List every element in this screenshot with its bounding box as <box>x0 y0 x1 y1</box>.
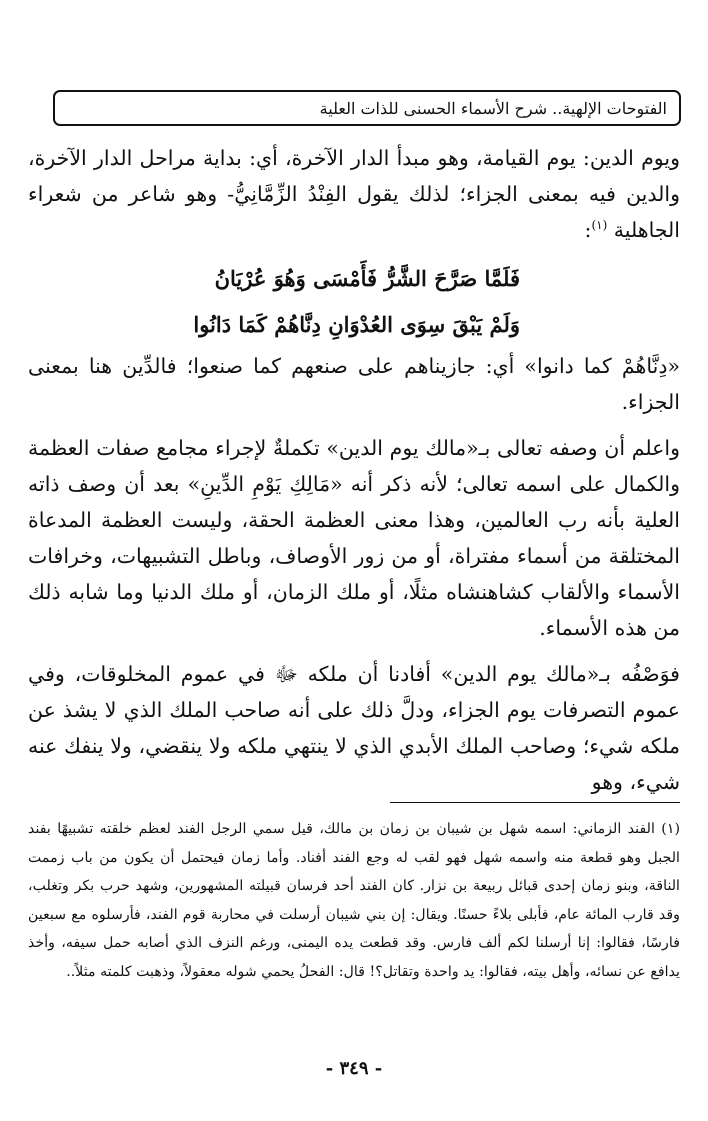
paragraph-1-text: ويوم الدين: يوم القيامة، وهو مبدأ الدار الآخرة، أي: بداية مراحل الدار الآخرة، والدين فيه بمعنى الجزاء؛ لذلك يقول الفِنْدُ الزِّمَّانِيُّ- وهو شاعر من شعراء الجاهلية <box>28 146 680 242</box>
poetry-verse <box>28 256 680 348</box>
paragraph-malik-explanation: واعلم أن وصفه تعالى بـ«مالك يوم الدين» تكملةٌ لإجراء مجامع صفات العظمة والكمال على اسمه تعالى؛ لأنه ذكر أنه «مَالِكِ يَوْمِ الدِّينِ» بعد أن وصف ذاته العلية بأنه رب العالمين، وهذا معنى العظمة الحقة، وليست العظمة المدعاة المختلقة من أسماء مفتراة، أو من زور الأوصاف، وباطل التشبيهات، وخرافات الأسماء والألقاب كشاهنشاه مثلًا، أو ملك الزمان، أو ملك الدنيا وما شابه ذلك من هذه الأسماء. <box>28 436 680 640</box>
paragraph-1-colon: : <box>584 218 592 242</box>
header-title: الفتوحات الإلهية.. شرح الأسماء الحسنى للذات العلية <box>319 98 667 118</box>
main-text <box>28 140 680 808</box>
running-header <box>53 90 681 126</box>
paragraph-malik-meaning: فوَصْفُه بـ«مالك يوم الدين» أفادنا أن ملكه ﷻ في عموم المخلوقات، وفي عموم التصرفات يوم الجزاء، ودلَّ ذلك على أنه صاحب الملك الذي لا يشذ عن ملكه شيء؛ وصاحب الملك الأبدي الذي لا ينتهي ملكه ولا ينقضي، ولا ينفك عنه شيء، وهو <box>28 662 680 794</box>
page-number: - ٣٤٩ - <box>325 1058 383 1079</box>
verse-line-2: وَلَمْ يَبْقَ سِوَى العُدْوَانِ دِنَّاهُمْ كَمَا دَانُوا <box>193 312 520 337</box>
footnote-1: (١) الفند الزماني: اسمه شهل بن شيبان بن زمان بن مالك، قيل سمي الرجل الفند لعظم خلقته تشبيهًا بفند الجبل وهو قطعة منه واسمه شهل فهو لقب له وجع الفند أفناد. وأما زمان فيحتمل أن يكون من باب زممت الناقة، وبنو زمان إحدى قبائل ربيعة بن نزار. كان الفند أحد فرسان قبيلته المشهورين، وشهد حرب بكر وتغلب، وقد قارب المائة عام، فأبلى بلاءً حسنًا. ويقال: إن بني شيبان أرسلت في محاربة قوم الفند، فأرسلوه مع سبعين فارسًا، فقالوا: إنا أرسلنا لكم ألف فارس. وقد قطعت يده اليمنى، ورغم النزف الذي أصابه حمل سيفه، وأخذ يدافع عن نسائه، وأهل بيته، فقالوا: يد واحدة وتقاتل؟! قال: الفحلُ يحمي شوله معقولاً، وذهبت كلمته مثلاً.. <box>28 821 680 980</box>
paragraph-yawm-al-din <box>28 140 680 248</box>
footnote-section <box>28 815 680 986</box>
paragraph-verse-explanation: «دِنَّاهُمْ كما دانوا» أي: جازيناهم على صنعهم كما صنعوا؛ فالدِّين هنا بمعنى الجزاء. <box>28 354 680 414</box>
verse-line-1: فَلَمَّا صَرَّحَ الشَّرُّ فَأَمْسَى وَهُوَ عُرْيَانُ <box>214 266 520 291</box>
footnote-divider <box>390 802 680 803</box>
footnote-reference[interactable]: (١) <box>591 218 608 233</box>
